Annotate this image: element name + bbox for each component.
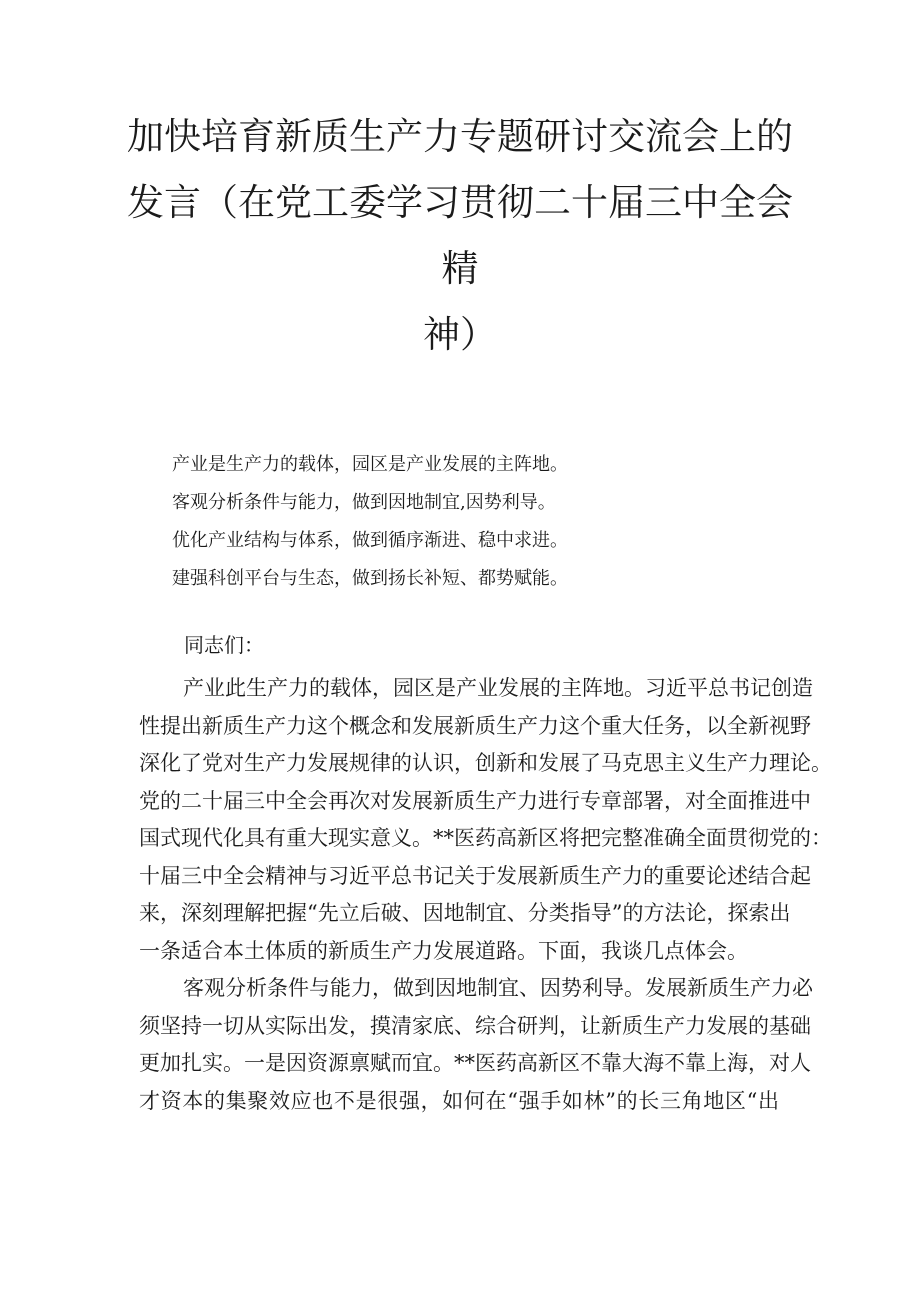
paragraph-line: 党的二十届三中全会再次对发展新质生产力进行专章部署，对全面推进中	[139, 788, 811, 813]
paragraph-line: 须坚持一切从实际出发，摸清家底、综合研判，让新质生产力发展的基础	[139, 1013, 811, 1038]
paragraph-line: 十届三中全会精神与习近平总书记关于发展新质生产力的重要论述结合起	[139, 863, 811, 888]
summary-line: 客观分析条件与能力，做到因地制宜,因势利导。	[172, 492, 556, 513]
paragraph-line: 性提出新质生产力这个概念和发展新质生产力这个重大任务，以全新视野	[139, 713, 811, 738]
paragraph-line: 深化了党对生产力发展规律的认识，创新和发展了马克思主义生产力理论。	[139, 751, 832, 775]
paragraph-line: 才资本的集聚效应也不是很强，如何在“强手如林”的长三角地区“出	[139, 1088, 779, 1113]
paragraph-2	[139, 970, 813, 1120]
title-line: 神）	[423, 313, 497, 356]
body-text	[139, 670, 832, 1120]
summary-line: 产业是生产力的载体，园区是产业发展的主阵地。	[172, 454, 568, 475]
paragraph-line: 更加扎实。一是因资源禀赋而宜。**医药高新区不靠大海不靠上海，对人	[139, 1051, 811, 1075]
title-line: 加快培育新质生产力专题研讨交流会上的	[127, 115, 793, 158]
summary-points	[172, 446, 772, 598]
paragraph-1	[139, 670, 832, 970]
paragraph-line: 客观分析条件与能力，做到因地制宜、因势利导。发展新质生产力必	[183, 976, 813, 1000]
greeting: 同志们：	[184, 633, 264, 657]
paragraph-line: 产业此生产力的载体，园区是产业发展的主阵地。习近平总书记创造	[183, 676, 813, 700]
paragraph-line: 一条适合本土体质的新质生产力发展道路。下面，我谈几点体会。	[139, 938, 748, 963]
paragraph-line: 来，深刻理解把握“先立后破、因地制宜、分类指导”的方法论，探索出	[139, 901, 791, 925]
paragraph-line: 国式现代化具有重大现实意义。**医药高新区将把完整准确全面贯彻党的：	[139, 826, 832, 850]
document-title	[120, 104, 800, 368]
summary-line: 建强科创平台与生态，做到扬长补短、都势赋能。	[172, 568, 568, 589]
title-line: 精	[441, 247, 479, 290]
title-line: 发言（在党工委学习贯彻二十届三中全会	[127, 181, 793, 224]
summary-line: 优化产业结构与体系，做到循序渐进、稳中求进。	[172, 530, 568, 551]
